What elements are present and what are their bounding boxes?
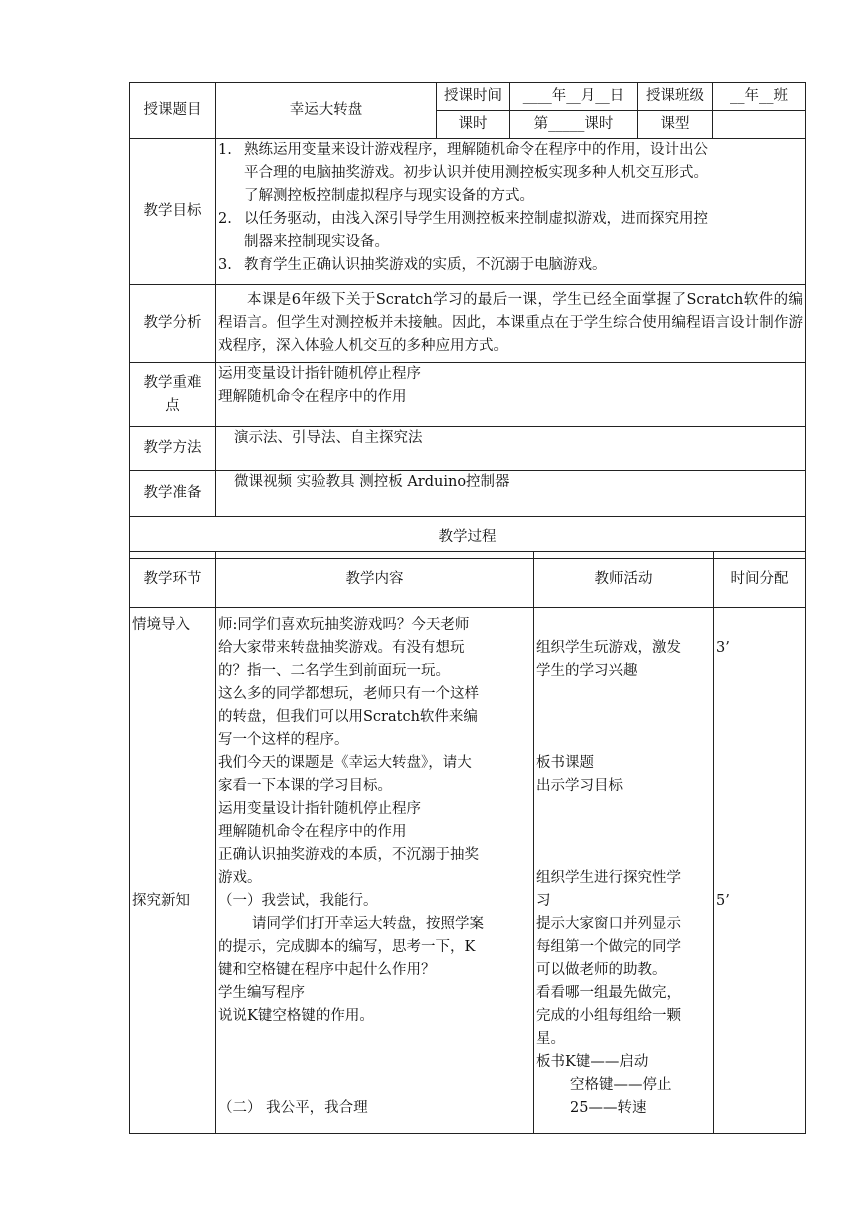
content-line: 这么多的同学都想玩，老师只有一个这样: [218, 686, 479, 702]
content-line: 写一个这样的程序。: [218, 732, 349, 748]
teacher-line: 25——转速: [570, 1100, 647, 1116]
time-intro: 3’: [716, 640, 730, 656]
goal-text: [244, 254, 607, 277]
goal-text-line: 了解测控板控制虚拟程序与现实设备的方式。: [244, 188, 534, 204]
teacher-line: 空格键——停止: [570, 1077, 672, 1093]
type-value: [713, 111, 806, 139]
process-title: 教学过程: [130, 517, 806, 559]
process-table: [129, 551, 806, 1134]
period-value: 第_____课时: [510, 111, 638, 139]
preparation-text: 微课视频 实验教具 测控板 Arduino控制器: [216, 471, 806, 517]
content-line: 的转盘，但我们可以用Scratch软件来编: [218, 709, 478, 725]
content-line: 游戏。: [218, 870, 262, 886]
content-line: 请同学们打开幸运大转盘，按照学案: [252, 916, 484, 932]
goal-text-line: 以任务驱动，由浅入深引导学生用测控板来控制虚拟游戏，进而探究用控: [244, 211, 708, 227]
period-label: 课时: [437, 111, 510, 139]
content-line: （一）我尝试，我能行。: [218, 893, 378, 909]
teacher-line: 完成的小组每组给一颗: [536, 1008, 681, 1024]
class-label: 授课班级: [638, 83, 713, 111]
process-teacher-cell: [534, 608, 714, 1134]
preparation-label: 教学准备: [130, 471, 216, 517]
process-stage-cell: [130, 608, 216, 1134]
stage-explore: 探究新知: [132, 893, 190, 909]
teacher-line: 习: [536, 893, 551, 909]
goal-item: [218, 139, 803, 208]
topic-label: 授课题目: [130, 83, 216, 139]
teacher-line: 板书课题: [536, 755, 594, 771]
content-line: 正确认识抽奖游戏的本质，不沉溺于抽奖: [218, 847, 479, 863]
goal-number: 3.: [218, 257, 232, 273]
goal-text-line: 教育学生正确认识抽奖游戏的实质，不沉溺于电脑游戏。: [244, 257, 607, 273]
method-text: 演示法、引导法、自主探究法: [216, 427, 806, 471]
goals-label: 教学目标: [130, 139, 216, 285]
analysis-text: 本课是6年级下关于Scratch学习的最后一课，学生已经全面掌握了Scratch软件的编程语言。但学生对测控板并未接触。因此，本课重点在于学生综合使用编程语言设计制作游戏程序，深入体验人机交互的多种应用方式。: [216, 285, 806, 363]
content-line: 给大家带来转盘抽奖游戏。有没有想玩: [218, 640, 465, 656]
goals-content: [216, 139, 806, 285]
content-line: 我们今天的课题是《幸运大转盘》，请大: [218, 755, 472, 771]
goal-text-line: 熟练运用变量来设计游戏程序，理解随机命令在程序中的作用，设计出公: [244, 142, 708, 158]
content-line: 运用变量设计指针随机停止程序: [218, 801, 421, 817]
content-line: 学生编写程序: [218, 985, 305, 1001]
teacher-line: 板书K键——启动: [536, 1054, 649, 1070]
content-line: 的提示，完成脚本的编写，思考一下，K: [218, 939, 476, 955]
goal-number: 2.: [218, 211, 232, 227]
teacher-line: 提示大家窗口并列显示: [536, 916, 681, 932]
method-label: 教学方法: [130, 427, 216, 471]
teacher-line: 组织学生玩游戏，激发: [536, 640, 681, 656]
content-line: 师:同学们喜欢玩抽奖游戏吗？今天老师: [218, 617, 470, 633]
goal-text: [244, 208, 708, 254]
content-line: 理解随机命令在程序中的作用: [218, 824, 407, 840]
process-header-time: 时间分配: [714, 552, 806, 608]
goal-text-line: 制器来控制现实设备。: [244, 234, 389, 250]
process-header-stage: 教学环节: [130, 552, 216, 608]
teacher-line: 学生的学习兴趣: [536, 663, 638, 679]
time-value: ____年__月__日: [510, 83, 638, 111]
analysis-label: 教学分析: [130, 285, 216, 363]
goal-number: 1.: [218, 142, 232, 158]
teacher-line: 组织学生进行探究性学: [536, 870, 681, 886]
key-points-content: [216, 363, 806, 427]
content-line: 说说K键空格键的作用。: [218, 1008, 374, 1024]
teacher-line: 可以做老师的助教。: [536, 962, 667, 978]
content-line: 的？指一、二名学生到前面玩一玩。: [218, 663, 450, 679]
type-label: 课型: [638, 111, 713, 139]
process-time-cell: [714, 608, 806, 1134]
goal-text: [244, 139, 708, 208]
process-content-cell: [216, 608, 534, 1134]
topic-value: 幸运大转盘: [216, 83, 437, 139]
goal-item: [218, 254, 803, 277]
key-point-1: 运用变量设计指针随机停止程序: [218, 366, 421, 382]
key-points-label: 教学重难点: [130, 363, 216, 427]
stage-intro: 情境导入: [132, 617, 190, 633]
time-label: 授课时间: [437, 83, 510, 111]
time-explore: 5’: [716, 893, 730, 909]
goal-item: [218, 208, 803, 254]
teacher-line: 每组第一个做完的同学: [536, 939, 681, 955]
content-line: 键和空格键在程序中起什么作用？: [218, 962, 436, 978]
key-point-2: 理解随机命令在程序中的作用: [218, 389, 407, 405]
teacher-line: 出示学习目标: [536, 778, 623, 794]
content-line: 家看一下本课的学习目标。: [218, 778, 392, 794]
content-line: （二） 我公平，我合理: [218, 1100, 368, 1116]
process-header-teacher: 教师活动: [534, 552, 714, 608]
goals-list: [218, 139, 803, 277]
process-header-content: 教学内容: [216, 552, 534, 608]
teacher-line: 看看哪一组最先做完，: [536, 985, 681, 1001]
goal-text-line: 平合理的电脑抽奖游戏。初步认识并使用测控板实现多种人机交互形式。: [244, 165, 708, 181]
lesson-plan-table: [129, 82, 806, 559]
teacher-line: 星。: [536, 1031, 565, 1047]
class-value: __年__班: [713, 83, 806, 111]
